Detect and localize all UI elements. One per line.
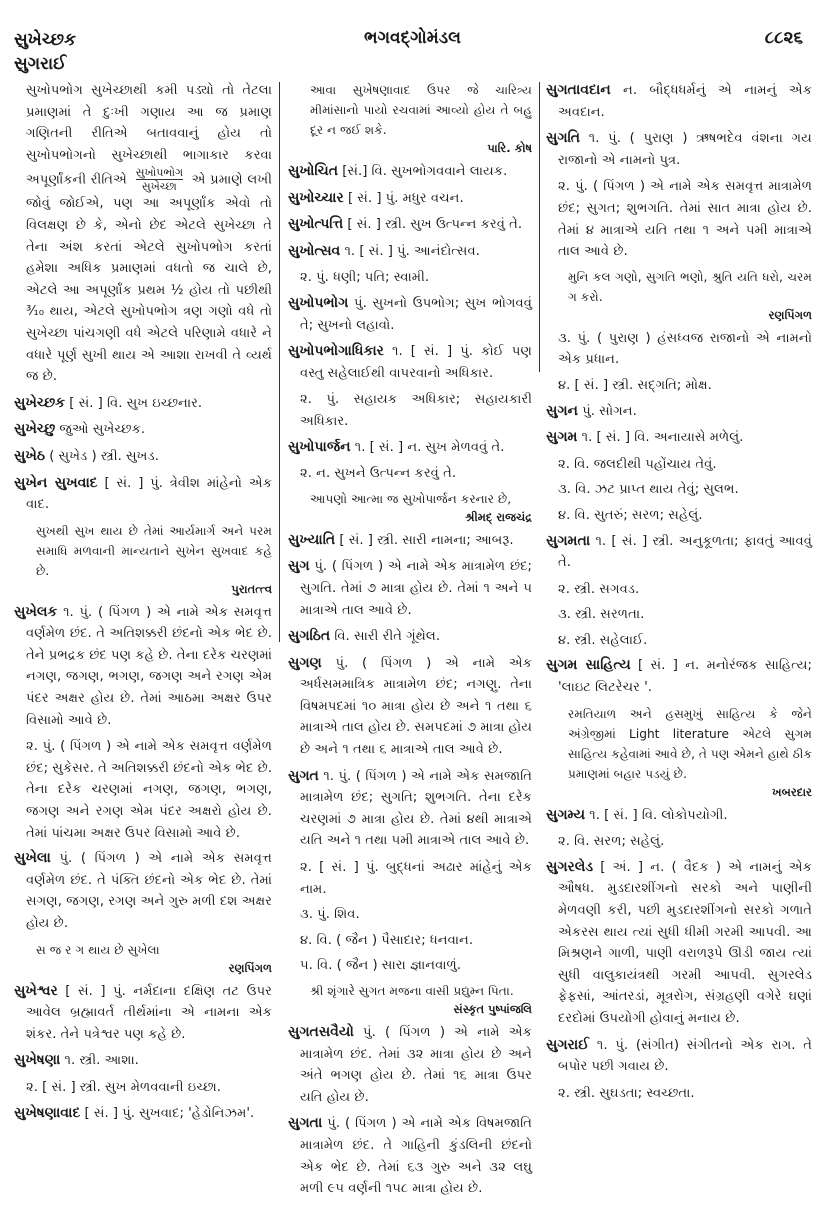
dictionary-entry — [288, 437, 532, 459]
definition: જુઓ સુખેચ્છક. — [59, 422, 146, 438]
sub-sense: ૨. પું. ( પિંગળ ) એ નામે એક સમવૃત્ત વર્ણમેળ છંદ; સુકેસર. તે અતિશક્કરી છંદનો એક ભેદ છે. તેના દરેક ચરણમાં નગણ, જગણ, ભગણ, જગણ અને રગણ એમ પંદર અક્ષરો હોય છે. તેમાં પાંચમા અક્ષર ઉપર વિસામો આવે છે. — [26, 739, 273, 841]
definition: પું. સોગન. — [582, 403, 637, 419]
citation-text: આપણો આત્મા જ સુખોપાર્જન કરનાર છે, — [310, 491, 512, 506]
sub-sense: ૨. [ સં. ] પું. બુદ્ધનાં અઢાર માંહેનું એક નામ. — [300, 860, 532, 897]
dictionary-entry — [14, 446, 272, 468]
dictionary-entry — [14, 1050, 272, 1072]
sub-sense: ૨. પું. સહાયક અધિકાર; સહાયકારી અધિકાર. — [300, 392, 532, 429]
sub-sense: ૨. સ્ત્રી. સગવડ. — [558, 581, 640, 597]
headword: સુગમતા — [546, 532, 591, 549]
dictionary-entry — [288, 766, 532, 852]
headword: સુગ — [288, 558, 310, 575]
citation-source: રણપિંગળ — [768, 307, 812, 322]
citation — [288, 489, 532, 525]
definition: વિ. સારી રીતે ગૂંથેલ. — [334, 629, 441, 645]
headword: સુગન — [546, 402, 578, 419]
definition: પું. સુખનો ઉપભોગ; સુખ ભોગવવું તે; સુખનો લહાવો. — [300, 295, 532, 333]
dictionary-entry — [288, 1022, 532, 1108]
headword: સુખોત્સવ — [288, 242, 341, 259]
definition: [ સં. ] વિ. સુખ ઇચ્છનાર. — [69, 395, 203, 411]
citation-text: સુખથી સુખ થાય છે તેમાં આર્યમાર્ગ અને પરમ સમાધિ મળવાની માન્યતાને સુખેન સુખવાદ કહે છે. — [36, 523, 272, 578]
dictionary-entry — [14, 1103, 272, 1125]
definition: [સં.] વિ. સુખભોગવવાને લાયક. — [342, 164, 508, 179]
dictionary-entry — [14, 393, 272, 415]
dictionary-entry — [288, 188, 532, 210]
column-right — [546, 80, 812, 1108]
definition: [ સં. ] પું. નર્મદાના દક્ષિણ તટ ઉપર આવેલ બ્રહ્માવર્ત તીર્થમાંના એ નામના એક શંકર. તેને પત્રેશ્વર પણ કહે છે. — [26, 983, 272, 1042]
citation-source: ખબરદાર — [772, 784, 812, 799]
definition: ( સુખેડ ) સ્ત્રી. સુખડ. — [49, 448, 159, 464]
sub-sense: ૫. વિ. ( જૈન ) સારા જ્ઞાનવાળું. — [300, 958, 461, 974]
sub-sense: ૩. સ્ત્રી. સરળતા. — [558, 607, 645, 623]
headword: સુખેષણા — [14, 1052, 61, 1069]
dictionary-entry — [546, 805, 812, 827]
dictionary-entry — [546, 655, 812, 698]
sub-sense: ૪. વિ. ( જૈન ) પૈસાદાર; ધનવાન. — [300, 932, 474, 948]
sub-sense: ૪. સ્ત્રી. સહેલાઈ. — [558, 632, 648, 648]
column-divider — [279, 82, 280, 642]
definition: ૧. પું. ( પુરાણ ) ઋષભદેવ વંશના ગય રાજાનો એ નામનો પુત્ર. — [558, 131, 812, 168]
citation — [288, 981, 532, 1017]
column-left — [14, 80, 272, 1129]
headword: સુગતા — [288, 1115, 323, 1132]
dictionary-entry — [546, 857, 812, 1030]
fraction-denominator: સુખેચ્છા — [141, 180, 177, 194]
dictionary-entry — [288, 556, 532, 621]
headword: સુખ્યાતિ — [288, 531, 336, 548]
definition: પું. ( પિંગળ ) એ નામે એક વિષમજાતિ માત્રામેળ છંદ. તે ગાહિની કુંડલિની છંદનો એક ભેદ છે. તેમાં ૬૩ ગુરુ અને ૩૨ લઘુ મળી ૯૫ વર્ણની ૧૫૮ માત્રા હોય છે. — [300, 1116, 532, 1197]
page-title: ભગવદ્ગોમંડલ — [364, 28, 461, 48]
guide-word-last: સુગરાઈ — [14, 54, 67, 74]
citation-text: રમતિયાળ અને હસમુખું સાહિત્ય કે જેને અંગ્રેજીમાં Light literature એટલે સુગમ સાહિત્ય કહેવામાં આવે છે, તે પણ એમને હાથે ઠીક પ્રમાણમાં બહાર પડયું છે. — [568, 706, 812, 781]
column-middle — [288, 80, 532, 1205]
dictionary-entry — [288, 530, 532, 552]
definition: ૧. [ સં. ] સ્ત્રી. અનુકૂળતા; ફાવતું આવવું તે. — [558, 533, 812, 571]
sub-sense: ૪. [ સં. ] સ્ત્રી. સદ્ગતિ; મોક્ષ. — [558, 377, 712, 393]
headword: સુખોત્પત્તિ — [288, 216, 344, 233]
dictionary-entry — [546, 401, 812, 423]
definition: ૧. પું. ( પિંગળ ) એ નામે એક સમજાતિ માત્રામેળ છંદ; સુગતિ; શુભગતિ. તેના દરેક ચરણમાં ૭ માત્રા હોય છે. તેમાં ૪થી માત્રાએ યતિ અને ૧ તથા ૫મી માત્રાએ તાલ આવે છે. — [300, 768, 532, 849]
headword: સુખેલા — [14, 850, 51, 867]
dictionary-entry — [14, 848, 272, 934]
dictionary-entry — [14, 602, 272, 732]
citation-source: પારિ. કોષ — [487, 141, 532, 155]
sub-sense: ૨. વિ. જલદીથી પહોંચાય તેવું. — [558, 456, 717, 472]
headword: સુખેચ્છુ — [14, 421, 56, 438]
citation-text: મુનિ કલ ગણો, સુગતિ ભણો, શ્રુતિ યતિ ધરો, ચરમ ગ કરો. — [568, 269, 812, 304]
definition: ન. બૌદ્ધધર્મનું એ નામનું એક અવદાન. — [558, 83, 813, 120]
dictionary-entry — [288, 293, 532, 336]
definition: પું. ( પિંગળ ) એ નામે એક અર્ધસમમાત્રિક માત્રામેળ છંદ; નગણુ. તેના વિષમપદમાં ૧૦ માત્રા હોય છે અને ૧ તથા ૬ માત્રાએ તાલ હોય છે. સમપદમાં ૭ માત્રા હોય છે અને ૧ તથા ૬ માત્રાએ તાલ આવે છે. — [300, 655, 532, 758]
definition: [ સં. ] ન. મનોરંજક સાહિત્ય; 'લાઇટ લિટરેચર '. — [558, 658, 812, 696]
headword: સુગરાઈ — [546, 1036, 590, 1053]
dictionary-entry — [546, 128, 812, 171]
dictionary-entry — [288, 214, 532, 236]
definition: ૧. [ સં. ] પું. આનંદોત્સવ. — [344, 243, 480, 259]
fraction-numerator: સુખોપભોગ — [135, 166, 184, 180]
headword: સુખોપાર્જન — [288, 438, 351, 455]
dictionary-entry — [288, 1113, 532, 1199]
headword: સુગમ સાહિત્ય — [546, 657, 631, 674]
sub-sense: ૩. વિ. ઝટ પ્રાપ્ત થાય તેવું; સુલભ. — [558, 482, 739, 498]
dictionary-entry — [14, 419, 272, 441]
headword: સુખોપભોગ — [288, 294, 349, 311]
definition: [ સં. ] પું. સુખવાદ; 'હેડોનિઝમ'. — [84, 1105, 255, 1121]
dictionary-entry — [14, 473, 272, 516]
headword: સુગતિ — [546, 130, 581, 147]
dictionary-entry — [288, 341, 532, 384]
sub-sense: ૨. વિ. સરળ; સહેલું. — [558, 834, 665, 850]
headword: સુગતાવદાન — [546, 82, 611, 98]
headword: સુગણ — [288, 654, 322, 671]
dictionary-entry — [288, 626, 532, 648]
definition: [ સં. ] સ્ત્રી. સારી નામના; આબરૂ. — [339, 532, 514, 548]
headword: સુખેલક — [14, 603, 58, 620]
definition: પું. ( પિંગળ ) એ નામે એક સમવૃત્ત વર્ણમેળ છંદ. તે પંક્તિ છંદનો એક ભેદ છે. તેમાં સગણ, જગણ, રગણ અને ગુરુ મળી દશ અક્ષર હોય છે. — [26, 851, 272, 931]
definition: ૧. [ સં. ] ન. સુખ મેળવવું તે. — [354, 439, 505, 455]
sub-sense: ૩. પું. શિવ. — [300, 907, 360, 923]
continuation-text: સુખોપભોગ સુખેચ્છાથી કમી પડ્યો તો તેટલા પ્રમાણમાં તે દુઃખી ગણાય આ જ પ્રમાણ ગણિતની રીતિએ બતાવવાનું હોય તો સુખોપભોગનો સુખેચ્છાથી ભાગાકાર કરવા અપૂર્ણાંકની રીતિએ — [26, 83, 272, 188]
dictionary-entry — [546, 531, 812, 574]
headword: સુગરલેડ — [546, 858, 594, 875]
continuation-text: એ પ્રમાણે લખી જોવું જોઈએ, પણ આ અપૂર્ણાંક એવો તો વિલક્ષણ છે કે, એનો છેદ એટલે સુખેચ્છા તે તેના અંશ કરતાં એટલે સુખોપભોગ કરતાં હમેશા અધિક પ્રમાણમાં વધતો જ ચાલે છે, એટલે આ અપૂર્ણાંક પ્રથમ ½ હોય તો પછીથી ³⁄₁₀ થાય, એટલે સુખોપભોગ ત્રણ ગણો વધે તો સુખેચ્છા પાંચગણી વધે એટલે પરિણામે વધારે ને વધારે પૂર્ણ સુખી થાય એ આશા રાખવી તે વ્યર્થ જ છે. — [26, 172, 272, 385]
headword: સુખોચ્ચાર — [288, 189, 344, 206]
citation — [546, 704, 812, 800]
headword: સુખેન સુખવાદ — [14, 474, 98, 491]
headword: સુખોચિત — [288, 163, 338, 179]
definition: ૧. [ સં. ] વિ. લોકોપયોગી. — [589, 807, 728, 823]
guide-word-first: સુખેચ્છક — [14, 30, 76, 50]
headword: સુગમ — [546, 429, 578, 446]
entry-continuation — [14, 80, 272, 388]
citation-source: પુરાતત્ત્વ — [231, 581, 272, 596]
dictionary-entry — [546, 427, 812, 449]
headword: સુખેઠ — [14, 447, 45, 464]
sub-sense: ૨. સ્ત્રી. સુઘડતા; સ્વચ્છતા. — [558, 1085, 695, 1101]
sub-sense: ૨. [ સં. ] સ્ત્રી. સુખ મેળવવાની ઇચ્છા. — [26, 1079, 221, 1095]
citation-source: શ્રીમદ્ રાજચંદ્ર — [465, 509, 532, 524]
citation-text: આવા સુખેષણાવાદ ઉપર જે ચારિત્ર્ય મીમાંસાનો પાયો રચવામાં આવ્યો હોય તે બહુ દૂર ન જઈ શકે. — [310, 83, 532, 137]
definition: [ સં. ] પું. ત્રેવીશ માંહેનો એક વાદ. — [26, 475, 273, 513]
definition: [ સં. ] પું. મધુર વચન. — [347, 190, 464, 206]
definition: ૧. પું. (સંગીત) સંગીતનો એક રાગ. તે બપોર પછી ગવાય છે. — [558, 1037, 812, 1075]
citation — [546, 267, 812, 323]
dictionary-entry — [546, 80, 812, 123]
citation — [14, 521, 272, 597]
headword: સુગત — [288, 767, 319, 784]
fraction — [136, 166, 183, 193]
citation — [288, 80, 532, 156]
headword: સુગતસવૈયો — [288, 1024, 354, 1040]
definition: [ અં. ] ન. ( વૈદક ) એ નામનું એક ઔષધ. મુડદારશીંગનો સરકો અને પાણીની મેળવણી કરી, પછી મુડદારશીંગનો સરકો ગળાતે એકરસ થાય ત્યાં સુધી ધીમી ગરમી આપવી. આ મિશ્રણને ગાળી, પાણી વરાળરૂપે ઊડી જાય ત્યાં સુધી વાલુકાયંત્રથી ગરમી આપવી. સુગરલેડ ફેફસાં, આંતરડાં, મૂત્રરોગ, સંગ્રહણી વગેરે ઘણાં દરદોમાં ઉપયોગી હોવાનું મનાય છે. — [558, 859, 812, 1026]
sub-sense: ૨. પું. ( પિંગળ ) એ નામે એક સમવૃત્ત માત્રામેળ છંદ; સુગત; શુભગતિ. તેમાં સાત માત્રા હોય છે. તેમાં ૪ માત્રાએ યતિ તથા ૧ અને ૫મી માત્રાએ તાલ આવે છે. — [558, 179, 812, 260]
headword: સુગમ્ય — [546, 806, 586, 823]
sub-sense: ૩. પું. ( પુરાણ ) હંસધ્વજ રાજાનો એ નામનો એક પ્રધાન. — [558, 330, 812, 368]
definition: ૧. પું. ( પિંગળ ) એ નામે એક સમવૃત્ત વર્ણમેળ છંદ. તે અતિશક્કરી છંદનો એક ભેદ છે. તેને પ્રભદ્રક છંદ પણ કહે છે. તેના દરેક ચરણમાં નગણ, જગણ, ભગણ, જગણ અને રગણ એમ પંદર અક્ષર હોય છે. તેમાં આઠમા અક્ષર ઉપર વિસામો આવે છે. — [26, 604, 272, 728]
sub-sense: ૨. પું. ધણી; પતિ; સ્વામી. — [300, 270, 430, 286]
citation — [14, 940, 272, 976]
sub-sense: ૪. વિ. સુતરું; સરળ; સહેલું. — [558, 507, 703, 523]
definition: પું. ( પિંગળ ) એ નામે એક માત્રામેળ છંદ. તેમાં ૩૨ માત્રા હોય છે અને અંતે ભગણ હોય છે. તેમાં ૧૬ માત્રા ઉપર યતિ હોય છે. — [300, 1025, 532, 1105]
column-divider — [539, 82, 540, 372]
dictionary-entry — [546, 1035, 812, 1078]
definition: [ સં. ] સ્ત્રી. સુખ ઉત્પન્ન કરવું તે. — [347, 217, 523, 233]
page-number: ૮૮૨૬ — [764, 28, 803, 48]
definition: ૧. સ્ત્રી. આશા. — [64, 1053, 139, 1069]
citation-text: શ્રી શૃંગારે સુગત મજના વાસી પ્રદ્યુમ્ન પિતા. — [310, 984, 514, 998]
dictionary-entry — [288, 653, 532, 761]
sub-sense: ૨. ન. સુખને ઉત્પન્ન કરવું તે. — [300, 466, 457, 482]
citation-source: રણપિંગળ — [228, 960, 272, 975]
headword: સુગઠિત — [288, 628, 331, 645]
headword: સુખેશ્વર — [14, 982, 58, 999]
dictionary-entry — [288, 161, 532, 183]
citation-source: સંસ્કૃત પુષ્પાંજલિ — [453, 1002, 532, 1016]
citation-text: સ જ ર ગ થાય છે સુખેલા — [36, 942, 160, 957]
headword: સુખેચ્છક — [14, 394, 66, 411]
definition: ૧. [ સં. ] પું. કોઈ પણ વસ્તુ સહેલાઈથી વાપરવાનો અધિકાર. — [300, 344, 532, 381]
definition: ૧. [ સં. ] વિ. અનાયાસે મળેલું. — [581, 430, 744, 446]
dictionary-entry — [14, 981, 272, 1046]
headword: સુખેષણાવાદ — [14, 1104, 81, 1121]
definition: પું. ( પિંગળ ) એ નામે એક માત્રામેળ છંદ; સુગતિ. તેમાં ૭ માત્રા હોય છે. તેમાં ૧ અને ૫ માત્રાએ તાલ આવે છે. — [300, 559, 532, 618]
dictionary-entry — [288, 241, 532, 263]
headword: સુખોપભોગાધિકાર — [288, 343, 384, 360]
